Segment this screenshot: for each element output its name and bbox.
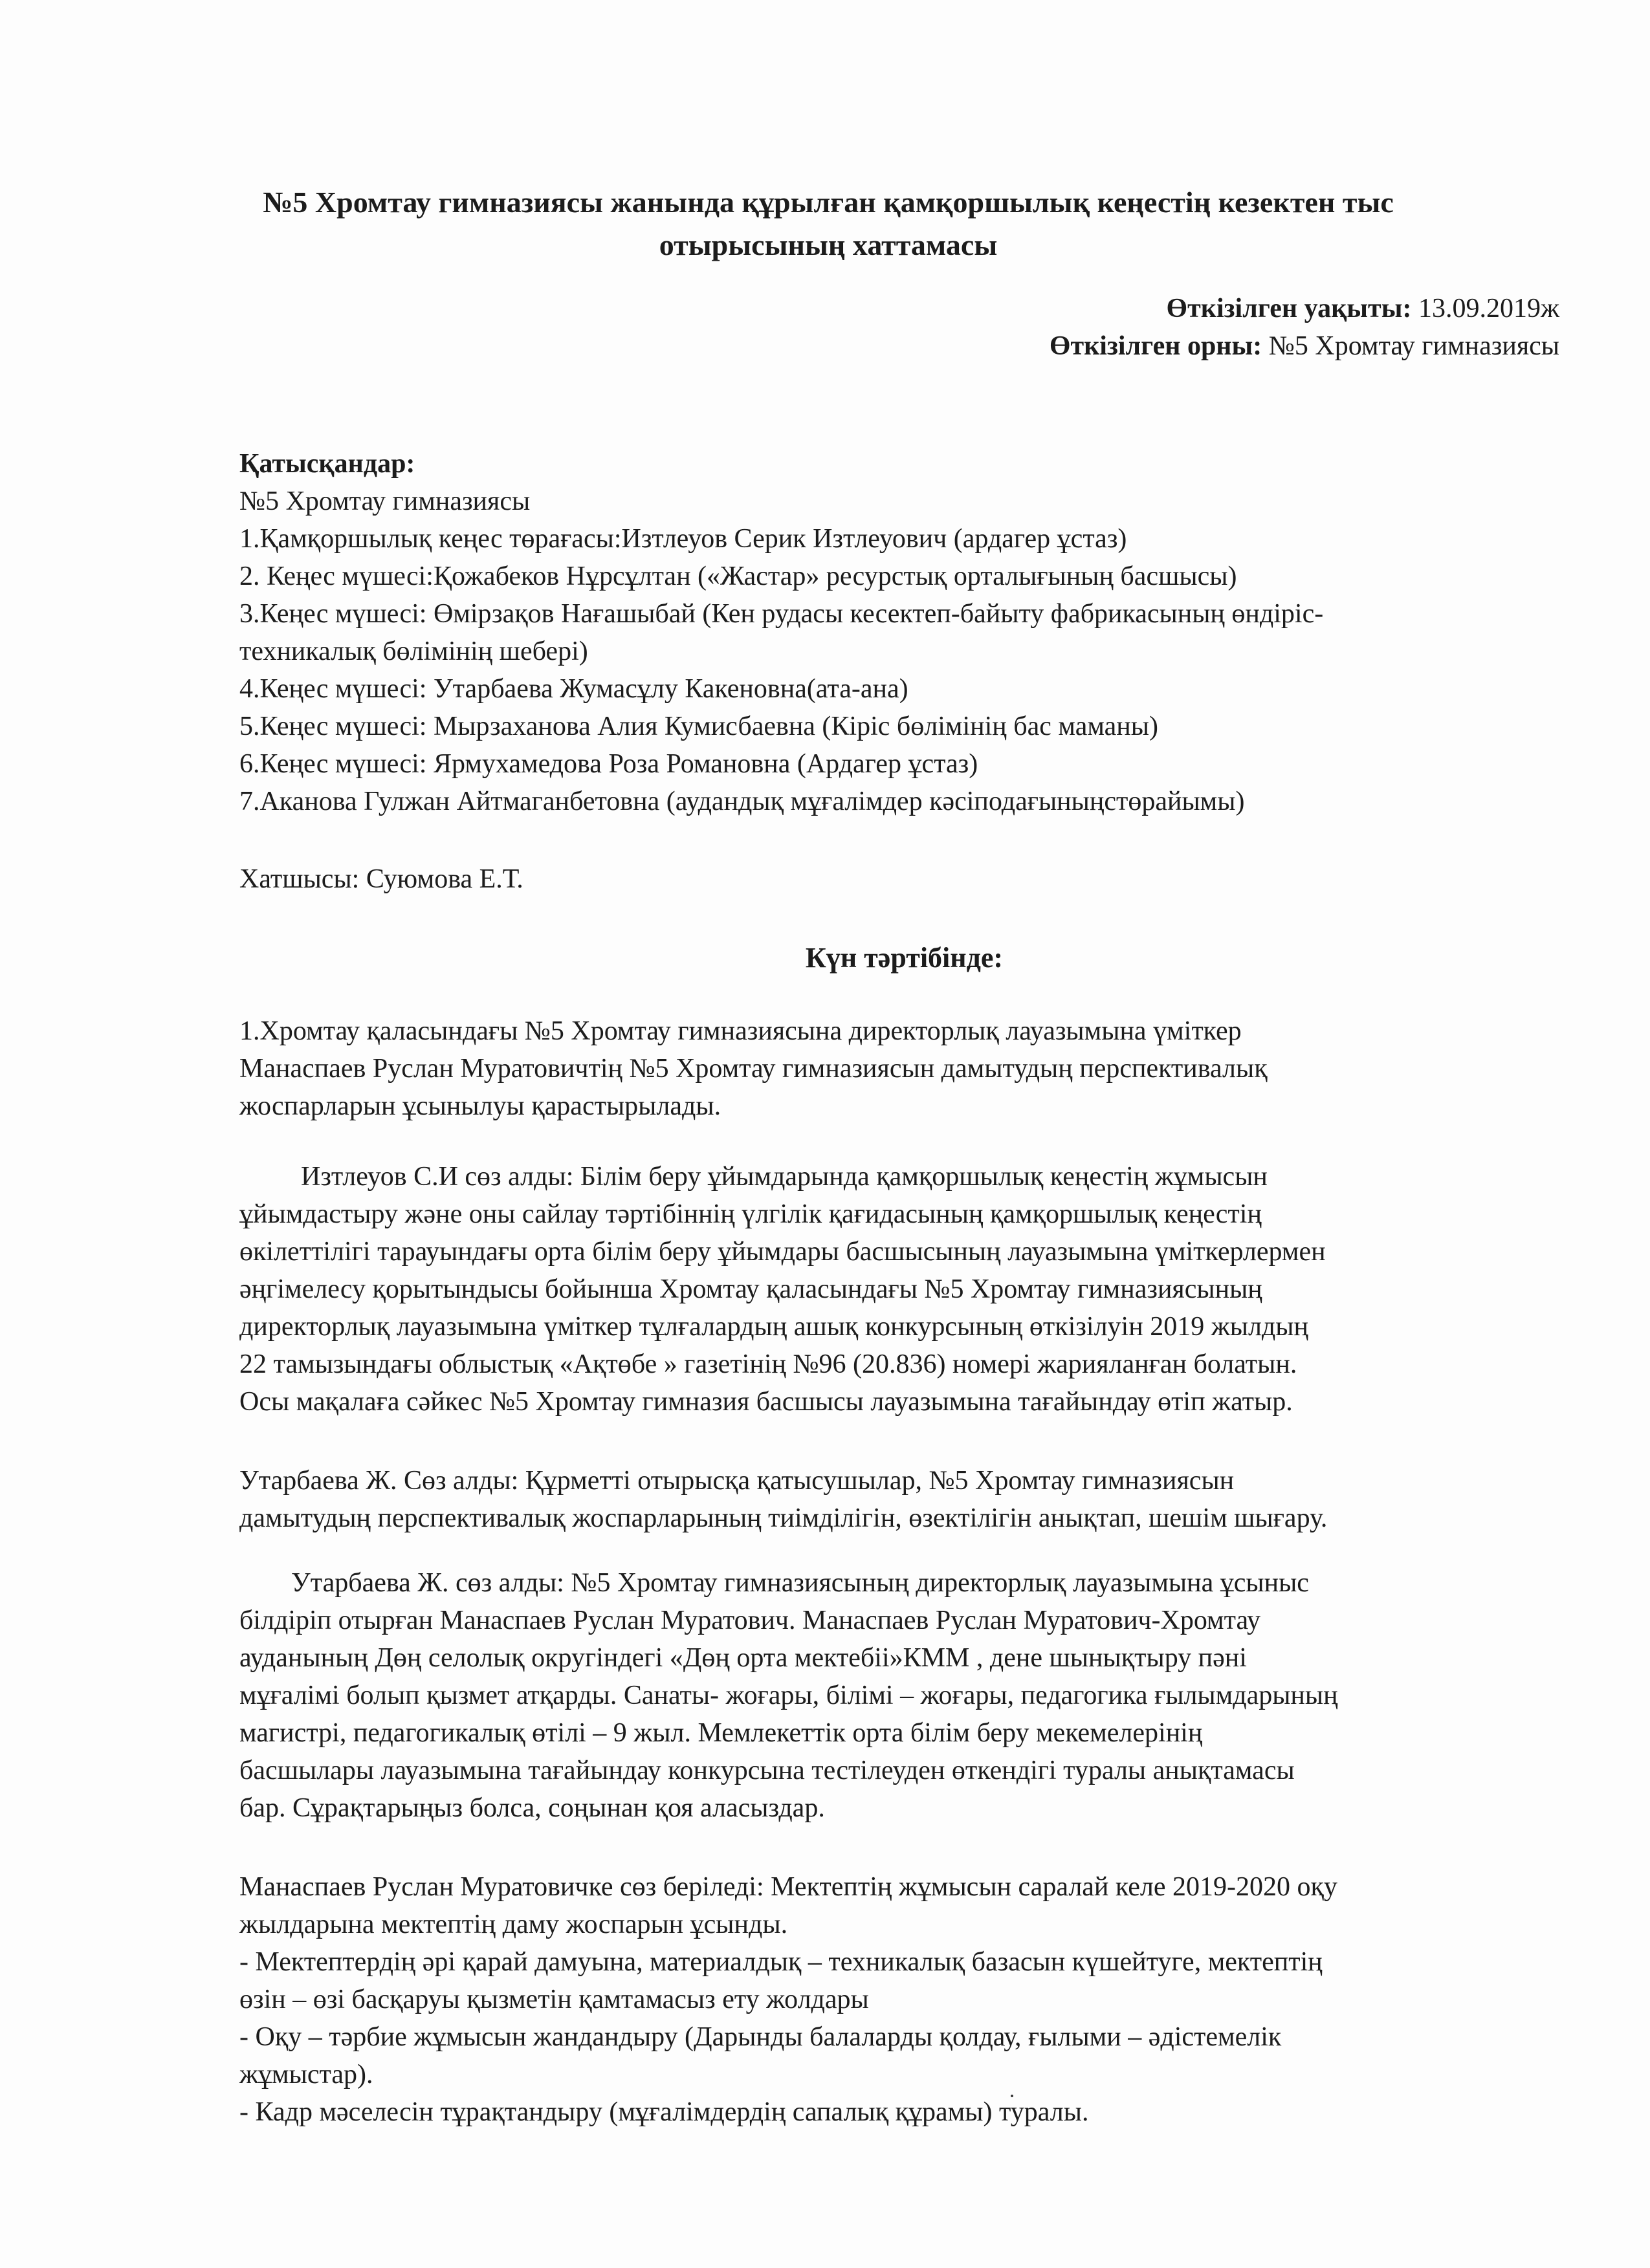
participant-item: 2. Кеңес мүшесі:Қожабеков Нұрсұлтан («Жастар» ресурстық орталығының басшысы) [239,562,1237,591]
speech-line: өзін – өзі басқаруы қызметін қамтамасыз ету жолдары [239,1985,869,2014]
participants-org: №5 Хромтау гимназиясы [239,486,531,516]
agenda-heading: Күн тәртібінде: [805,942,1004,974]
speech-line: 22 тамызындағы облыстық «Ақтөбе » газетінің №96 (20.836) номері жарияланған болатын. [239,1349,1297,1379]
meeting-date [718,290,1559,327]
speech-utarbaeva-2 [239,1564,1569,1827]
speech-line: білдіріп отырған Манаспаев Руслан Муратович. Манаспаев Руслан Муратович-Хромтау [239,1606,1261,1635]
speech-line: ауданының Дөң селолық округіндегі «Дөң орта мектебіі»КММ , дене шынықтыру пәні [239,1643,1247,1673]
participants-section [239,445,1569,820]
speech-line: өкілеттілігі тарауындағы орта білім беру ұйымдары басшысының лауазымына үміткерлермен [239,1237,1326,1267]
speech-line: мұғалімі болып қызмет атқарды. Санаты- жоғары, білімі – жоғары, педагогика ғылымдарының [239,1681,1338,1710]
speech-line: Манаспаев Руслан Муратовичке сөз беріледі: Мектептің жұмысын саралай келе 2019-2020 оқу [239,1872,1337,1902]
agenda-item-1 [239,1012,1569,1125]
participant-item: 4.Кеңес мүшесі: Утарбаева Жумасұлу Какеновна(ата-ана) [239,674,908,704]
speech-line: дамытудың перспективалық жоспарларының тиімділігін, өзектілігін анықтап, шешім шығару. [239,1503,1328,1533]
participant-item: 1.Қамқоршылық кеңес төрағасы:Изтлеуов Серик Изтлеуович (ардагер ұстаз) [239,524,1127,554]
speech-line: басшылары лауазымына тағайындау конкурсына тестілеуден өткендігі туралы анықтамасы [239,1756,1295,1785]
secretary-text: Хатшысы: Суюмова Е.Т. [239,864,523,894]
participants-heading: Қатысқандар: [239,449,415,479]
meeting-date-label: Өткізілген уақыты: [1166,294,1412,323]
agenda-line: Манаспаев Руслан Муратовичтің №5 Хромтау гимназиясын дамытудың перспективалық [239,1054,1268,1084]
document-title [246,181,1411,267]
speech-line: магистрі, педагогикалық өтілі – 9 жыл. Мемлекеттік орта білім беру мекемелерінің [239,1718,1203,1748]
participant-item: 6.Кеңес мүшесі: Ярмухамедова Роза Романовна (Ардагер ұстаз) [239,749,978,779]
title-line: №5 Хромтау гимназиясы жанында құрылған қамқоршылық кеңестің кезектен тыс [263,186,1394,219]
speech-line: - Оқу – тәрбие жұмысын жандандыру (Дарынды балаларды қолдау, ғылыми – әдістемелік [239,2022,1282,2052]
title-line: отырысының хаттамасы [659,228,998,261]
speech-iztleuov [239,1158,1569,1421]
speech-utarbaeva-1 [239,1462,1569,1537]
speech-line: ұйымдастыру және оны сайлау тәртібіннің үлгілік қағидасының қамқоршылық кеңестің [239,1199,1262,1229]
agenda-line: 1.Хромтау қаласындағы №5 Хромтау гимназиясына директорлық лауазымына үміткер [239,1016,1242,1046]
participant-item: 5.Кеңес мүшесі: Мырзаханова Алия Кумисбаевна (Кіріс бөлімінің бас маманы) [239,712,1158,741]
meeting-date-value: 13.09.2019ж [1411,294,1559,323]
meeting-place-label: Өткізілген орны: [1049,331,1262,361]
speech-line: жылдарына мектептің даму жоспарын ұсынды. [239,1910,788,1939]
meeting-place [718,327,1559,365]
speech-line: Утарбаева Ж. Сөз алды: Құрметті отырысқа қатысушылар, №5 Хромтау гимназиясын [239,1466,1235,1496]
speech-line: әңгімелесу қорытындысы бойынша Хромтау қаласындағы №5 Хромтау гимназиясының [239,1274,1262,1304]
meeting-place-value: №5 Хромтау гимназиясы [1262,331,1559,361]
agenda-line: жоспарларын ұсынылуы қарастырылады. [239,1091,721,1121]
speech-line: директорлық лауазымына үміткер тұлғалардың ашық конкурсының өткізілуін 2019 жылдың [239,1312,1308,1342]
participant-item: 3.Кеңес мүшесі: Өмірзақов Нағашыбай (Кен рудасы кесектеп-байыту фабрикасының өндіріс- [239,599,1324,629]
participant-item: 7.Аканова Гулжан Айтмаганбетовна (аудандық мұғалімдер кәсіподағыныңстөрайымы) [239,787,1245,816]
secretary [239,860,1569,898]
speech-manaspaev [239,1868,1569,2131]
speech-line: - Мектептердің әрі қарай дамуына, материалдық – техникалық базасын күшейтуге, мектептің [239,1947,1323,1977]
speech-line: Изтлеуов С.И сөз алды: Білім беру ұйымдарында қамқоршылық кеңестің жұмысын [301,1162,1268,1192]
speech-line: Осы мақалаға сәйкес №5 Хромтау гимназия басшысы лауазымына тағайындау өтіп жатыр. [239,1387,1293,1417]
speech-line: Утарбаева Ж. сөз алды: №5 Хромтау гимназиясының директорлық лауазымына ұсыныс [291,1568,1309,1598]
speech-line: бар. Сұрақтарыңыз болса, соңынан қоя аласыздар. [239,1793,825,1823]
participant-item: техникалық бөлімінің шебері) [239,637,588,666]
speech-line: - Кадр мәселесін тұрақтандыру (мұғалімдердің сапалық құрамы) туралы. [239,2097,1089,2127]
scan-speck [1011,2095,1013,2097]
speech-line: жұмыстар). [239,2060,373,2089]
